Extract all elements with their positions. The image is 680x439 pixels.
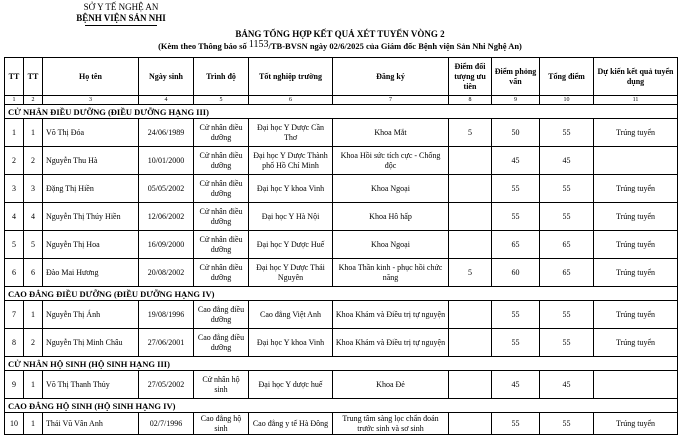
section-row [5, 399, 678, 413]
cell-name: Nguyễn Thị Minh Châu [43, 329, 139, 357]
cell-degree: Cử nhân điều dưỡng [194, 147, 249, 175]
results-table [4, 57, 678, 435]
cell-dob: 05/05/2002 [139, 175, 194, 203]
cell-interview: 55 [492, 329, 540, 357]
cell-priority: 5 [449, 259, 492, 287]
cell-total: 55 [540, 203, 594, 231]
cell-result: Trúng tuyển [594, 175, 678, 203]
table-row [5, 301, 678, 329]
cell-tt: 7 [5, 301, 24, 329]
column-header: Tốt nghiệp trường [249, 58, 333, 96]
cell-degree: Cử nhân điều dưỡng [194, 119, 249, 147]
cell-degree: Cử nhân điều dưỡng [194, 175, 249, 203]
cell-tt: 10 [5, 413, 24, 435]
table-row [5, 259, 678, 287]
section-title: CỬ NHÂN HỘ SINH (HỘ SINH HẠNG III) [5, 357, 678, 371]
cell-degree: Cử nhân hộ sinh [194, 371, 249, 399]
column-number: 6 [249, 96, 333, 105]
column-header: Điểm phỏng vấn [492, 58, 540, 96]
cell-tt-group: 6 [24, 259, 43, 287]
column-number: 1 [5, 96, 24, 105]
table-header-row [5, 58, 678, 96]
cell-tt-group: 4 [24, 203, 43, 231]
subtitle-suffix: /TB-BVSN ngày 02/6/2025 của Giám đốc Bệnh viện Sản Nhi Nghệ An) [268, 41, 522, 51]
cell-interview: 55 [492, 413, 540, 435]
cell-interview: 50 [492, 119, 540, 147]
cell-tt: 4 [5, 203, 24, 231]
cell-department: Khoa Hô hấp [333, 203, 449, 231]
cell-interview: 55 [492, 203, 540, 231]
cell-interview: 65 [492, 231, 540, 259]
column-number: 3 [43, 96, 139, 105]
cell-total: 55 [540, 119, 594, 147]
cell-priority [449, 329, 492, 357]
column-header: Trình độ [194, 58, 249, 96]
section-row [5, 105, 678, 119]
cell-priority [449, 231, 492, 259]
cell-total: 55 [540, 329, 594, 357]
column-number: 2 [24, 96, 43, 105]
cell-tt-group: 1 [24, 119, 43, 147]
table-row [5, 147, 678, 175]
cell-school: Đại học Y Hà Nội [249, 203, 333, 231]
cell-degree: Cao đẳng hộ sinh [194, 413, 249, 435]
cell-tt-group: 1 [24, 301, 43, 329]
cell-dob: 12/06/2002 [139, 203, 194, 231]
cell-name: Nguyễn Thị Ánh [43, 301, 139, 329]
cell-priority [449, 147, 492, 175]
cell-priority [449, 175, 492, 203]
column-header: Họ tên [43, 58, 139, 96]
cell-school: Cao đẳng y tế Hà Đông [249, 413, 333, 435]
cell-department: Khoa Ngoại [333, 231, 449, 259]
cell-dob: 19/08/1996 [139, 301, 194, 329]
section-title: CỬ NHÂN ĐIỀU DƯỠNG (ĐIỀU DƯỠNG HẠNG III) [5, 105, 678, 119]
cell-total: 45 [540, 371, 594, 399]
cell-tt-group: 5 [24, 231, 43, 259]
cell-name: Nguyễn Thu Hà [43, 147, 139, 175]
cell-school: Cao đẳng Việt Anh [249, 301, 333, 329]
column-number: 7 [333, 96, 449, 105]
cell-department: Khoa Ngoại [333, 175, 449, 203]
cell-tt-group: 2 [24, 329, 43, 357]
cell-total: 65 [540, 231, 594, 259]
section-row [5, 357, 678, 371]
cell-priority [449, 301, 492, 329]
cell-result: Trúng tuyển [594, 301, 678, 329]
cell-school: Đại học Y Dược Thái Nguyên [249, 259, 333, 287]
cell-degree: Cử nhân điều dưỡng [194, 203, 249, 231]
cell-tt-group: 2 [24, 147, 43, 175]
document-title: BẢNG TỔNG HỢP KẾT QUẢ XÉT TUYỂN VÒNG 2 [235, 29, 445, 39]
cell-result: Trúng tuyển [594, 231, 678, 259]
cell-tt: 8 [5, 329, 24, 357]
cell-total: 45 [540, 147, 594, 175]
table-row [5, 231, 678, 259]
column-number: 9 [492, 96, 540, 105]
cell-tt-group: 1 [24, 371, 43, 399]
cell-name: Đào Mai Hương [43, 259, 139, 287]
cell-department: Khoa Khám và Điều trị tự nguyện [333, 329, 449, 357]
column-header: TT [5, 58, 24, 96]
column-number: 5 [194, 96, 249, 105]
cell-total: 65 [540, 259, 594, 287]
cell-degree: Cao đẳng điều dưỡng [194, 329, 249, 357]
cell-tt: 5 [5, 231, 24, 259]
column-number: 10 [540, 96, 594, 105]
cell-department: Khoa Khám và Điều trị tự nguyện [333, 301, 449, 329]
cell-dob: 16/09/2000 [139, 231, 194, 259]
cell-result: Trúng tuyển [594, 259, 678, 287]
cell-result: Trúng tuyển [594, 119, 678, 147]
table-row [5, 329, 678, 357]
cell-dob: 24/06/1989 [139, 119, 194, 147]
cell-department: Khoa Hồi sức tích cực - Chống độc [333, 147, 449, 175]
cell-total: 55 [540, 301, 594, 329]
cell-department: Khoa Thần kinh - phục hồi chức năng [333, 259, 449, 287]
table-row [5, 175, 678, 203]
column-number-row [5, 96, 678, 105]
table-row [5, 371, 678, 399]
section-title: CAO ĐẲNG ĐIỀU DƯỠNG (ĐIỀU DƯỠNG HẠNG IV) [5, 287, 678, 301]
cell-department: Khoa Mắt [333, 119, 449, 147]
cell-name: Nguyễn Thị Thúy Hiền [43, 203, 139, 231]
cell-priority [449, 203, 492, 231]
column-header: Dự kiến kết quả tuyển dụng [594, 58, 678, 96]
cell-priority [449, 371, 492, 399]
cell-interview: 45 [492, 147, 540, 175]
cell-school: Đại học Y Dược Thành phố Hồ Chí Minh [249, 147, 333, 175]
header-underline [85, 25, 157, 26]
cell-interview: 45 [492, 371, 540, 399]
cell-total: 55 [540, 175, 594, 203]
cell-tt-group: 1 [24, 413, 43, 435]
cell-tt: 6 [5, 259, 24, 287]
cell-tt: 1 [5, 119, 24, 147]
cell-result: Trúng tuyển [594, 329, 678, 357]
cell-tt: 3 [5, 175, 24, 203]
document-subtitle [0, 40, 680, 53]
table-row [5, 119, 678, 147]
column-header: Đăng ký [333, 58, 449, 96]
hospital-name: BỆNH VIỆN SẢN NHI [76, 13, 166, 23]
cell-result [594, 147, 678, 175]
table-row [5, 413, 678, 435]
column-number: 11 [594, 96, 678, 105]
cell-priority [449, 413, 492, 435]
cell-tt: 9 [5, 371, 24, 399]
column-header: Tổng điểm [540, 58, 594, 96]
cell-degree: Cao đẳng điều dưỡng [194, 301, 249, 329]
cell-interview: 55 [492, 175, 540, 203]
cell-degree: Cử nhân điều dưỡng [194, 259, 249, 287]
cell-dob: 27/06/2001 [139, 329, 194, 357]
cell-tt: 2 [5, 147, 24, 175]
section-title: CAO ĐẲNG HỘ SINH (HỘ SINH HẠNG IV) [5, 399, 678, 413]
table-row [5, 203, 678, 231]
column-header: Ngày sinh [139, 58, 194, 96]
cell-school: Đại học Y khoa Vinh [249, 329, 333, 357]
cell-department: Trung tâm sàng lọc chẩn đoán trước sinh và sơ sinh [333, 413, 449, 435]
organization-header [26, 2, 216, 26]
ministry-name: SỞ Y TẾ NGHỆ AN [83, 2, 159, 12]
cell-name: Nguyễn Thị Hoa [43, 231, 139, 259]
cell-dob: 20/08/2002 [139, 259, 194, 287]
cell-name: Đặng Thị Hiền [43, 175, 139, 203]
cell-result: Trúng tuyển [594, 413, 678, 435]
column-header: Điểm đối tượng ưu tiên [449, 58, 492, 96]
cell-interview: 60 [492, 259, 540, 287]
cell-school: Đại học Y dược huế [249, 371, 333, 399]
subtitle-prefix: (Kèm theo Thông báo số [158, 41, 247, 51]
column-number: 4 [139, 96, 194, 105]
cell-priority: 5 [449, 119, 492, 147]
cell-dob: 27/05/2002 [139, 371, 194, 399]
cell-school: Đại học Y khoa Vinh [249, 175, 333, 203]
cell-interview: 55 [492, 301, 540, 329]
cell-name: Võ Thị Đóa [43, 119, 139, 147]
cell-tt-group: 3 [24, 175, 43, 203]
cell-name: Thái Vũ Vân Anh [43, 413, 139, 435]
cell-dob: 10/01/2000 [139, 147, 194, 175]
cell-dob: 02/7/1996 [139, 413, 194, 435]
cell-school: Đại học Y Dược Huế [249, 231, 333, 259]
section-row [5, 287, 678, 301]
cell-name: Võ Thị Thanh Thủy [43, 371, 139, 399]
notice-number: 1153 [248, 39, 269, 50]
cell-school: Đại học Y Dược Cần Thơ [249, 119, 333, 147]
cell-result [594, 371, 678, 399]
cell-result: Trúng tuyển [594, 203, 678, 231]
cell-department: Khoa Đẻ [333, 371, 449, 399]
cell-degree: Cử nhân điều dưỡng [194, 231, 249, 259]
column-header: TT [24, 58, 43, 96]
cell-total: 55 [540, 413, 594, 435]
column-number: 8 [449, 96, 492, 105]
